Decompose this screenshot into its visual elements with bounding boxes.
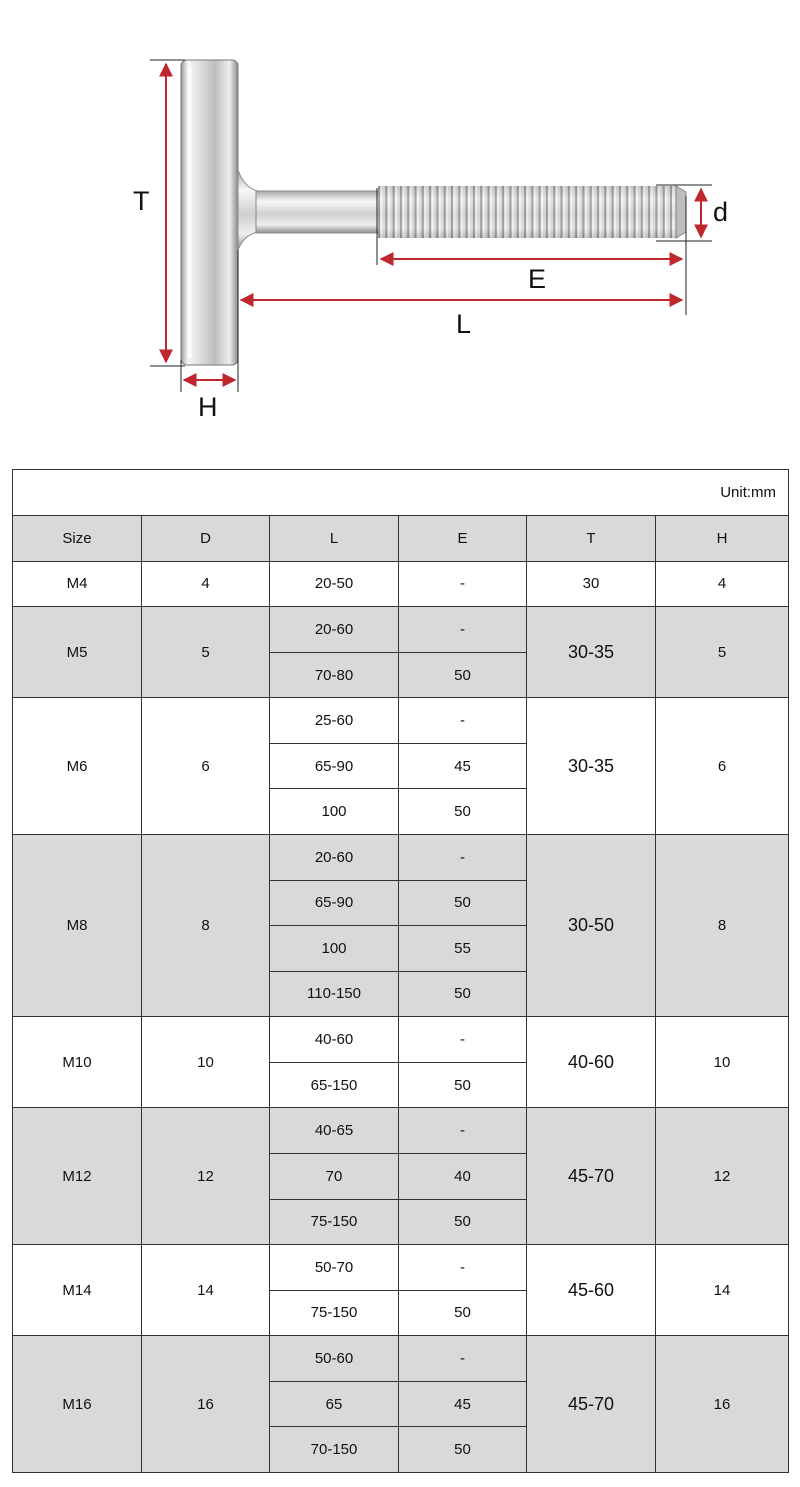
table-row — [13, 1245, 789, 1291]
cell-l: 65-150 — [270, 1062, 399, 1108]
cell-e: 50 — [399, 1290, 527, 1336]
cell-h: 6 — [656, 698, 789, 835]
cell-l: 20-60 — [270, 835, 399, 881]
t-bar-head — [181, 60, 238, 365]
cell-l: 50-70 — [270, 1245, 399, 1291]
cell-e: 55 — [399, 926, 527, 972]
cell-d: 5 — [142, 607, 270, 698]
cell-size: M10 — [13, 1017, 142, 1108]
cell-l: 65 — [270, 1381, 399, 1427]
cell-l: 70-150 — [270, 1427, 399, 1473]
cell-d: 14 — [142, 1245, 270, 1336]
cell-size: M12 — [13, 1108, 142, 1245]
table-row — [13, 698, 789, 744]
cell-size: M5 — [13, 607, 142, 698]
cell-e: - — [399, 698, 527, 744]
cell-d: 8 — [142, 835, 270, 1017]
cell-h: 5 — [656, 607, 789, 698]
cell-h: 10 — [656, 1017, 789, 1108]
header-d: D — [142, 516, 270, 562]
cell-size: M4 — [13, 561, 142, 607]
cell-e: 45 — [399, 1381, 527, 1427]
label-d: d — [713, 197, 729, 227]
cell-l: 70 — [270, 1153, 399, 1199]
cell-t: 40-60 — [527, 1017, 656, 1108]
threaded-portion — [378, 186, 686, 238]
cell-t: 45-60 — [527, 1245, 656, 1336]
label-T: T — [133, 186, 150, 216]
cell-t: 30-50 — [527, 835, 656, 1017]
cell-e: 50 — [399, 971, 527, 1017]
header-e: E — [399, 516, 527, 562]
cell-l: 20-50 — [270, 561, 399, 607]
table-row — [13, 607, 789, 653]
unit-label: Unit:mm — [13, 470, 789, 516]
cell-e: 50 — [399, 880, 527, 926]
cell-h: 4 — [656, 561, 789, 607]
cell-size: M6 — [13, 698, 142, 835]
cell-h: 14 — [656, 1245, 789, 1336]
cell-e: - — [399, 835, 527, 881]
cell-l: 75-150 — [270, 1290, 399, 1336]
cell-l: 70-80 — [270, 652, 399, 698]
cell-t: 30-35 — [527, 698, 656, 835]
cell-l: 40-65 — [270, 1108, 399, 1154]
header-l: L — [270, 516, 399, 562]
cell-e: 40 — [399, 1153, 527, 1199]
cell-t: 45-70 — [527, 1336, 656, 1473]
cell-l: 110-150 — [270, 971, 399, 1017]
table-row — [13, 561, 789, 607]
cell-d: 4 — [142, 561, 270, 607]
cell-e: - — [399, 1108, 527, 1154]
cell-e: 50 — [399, 1199, 527, 1245]
cell-e: 50 — [399, 1427, 527, 1473]
cell-l: 25-60 — [270, 698, 399, 744]
cell-l: 65-90 — [270, 743, 399, 789]
header-t: T — [527, 516, 656, 562]
cell-l: 65-90 — [270, 880, 399, 926]
label-E: E — [528, 264, 547, 294]
cell-e: - — [399, 607, 527, 653]
header-size: Size — [13, 516, 142, 562]
table-row — [13, 1108, 789, 1154]
cell-l: 50-60 — [270, 1336, 399, 1382]
table-row — [13, 1017, 789, 1063]
cell-d: 10 — [142, 1017, 270, 1108]
cell-l: 100 — [270, 789, 399, 835]
cell-size: M16 — [13, 1336, 142, 1473]
table-row — [13, 835, 789, 881]
cell-e: 50 — [399, 652, 527, 698]
cell-h: 12 — [656, 1108, 789, 1245]
cell-e: - — [399, 561, 527, 607]
cell-d: 6 — [142, 698, 270, 835]
cell-t: 45-70 — [527, 1108, 656, 1245]
specification-table — [12, 469, 789, 1473]
cell-size: M14 — [13, 1245, 142, 1336]
cell-e: 50 — [399, 789, 527, 835]
table-row — [13, 1336, 789, 1382]
header-h: H — [656, 516, 789, 562]
cell-h: 8 — [656, 835, 789, 1017]
cell-l: 40-60 — [270, 1017, 399, 1063]
cell-size: M8 — [13, 835, 142, 1017]
cell-e: 45 — [399, 743, 527, 789]
header-row — [13, 516, 789, 562]
cell-l: 75-150 — [270, 1199, 399, 1245]
cell-e: - — [399, 1017, 527, 1063]
cell-t: 30-35 — [527, 607, 656, 698]
label-L: L — [456, 309, 472, 339]
unit-row — [13, 470, 789, 516]
cell-l: 100 — [270, 926, 399, 972]
label-H: H — [198, 392, 218, 422]
cell-h: 16 — [656, 1336, 789, 1473]
cell-e: - — [399, 1336, 527, 1382]
shank — [256, 191, 380, 233]
cell-e: - — [399, 1245, 527, 1291]
t-bolt-dimension-diagram — [0, 0, 800, 430]
cell-d: 16 — [142, 1336, 270, 1473]
cell-e: 50 — [399, 1062, 527, 1108]
cell-d: 12 — [142, 1108, 270, 1245]
cell-t: 30 — [527, 561, 656, 607]
cell-l: 20-60 — [270, 607, 399, 653]
